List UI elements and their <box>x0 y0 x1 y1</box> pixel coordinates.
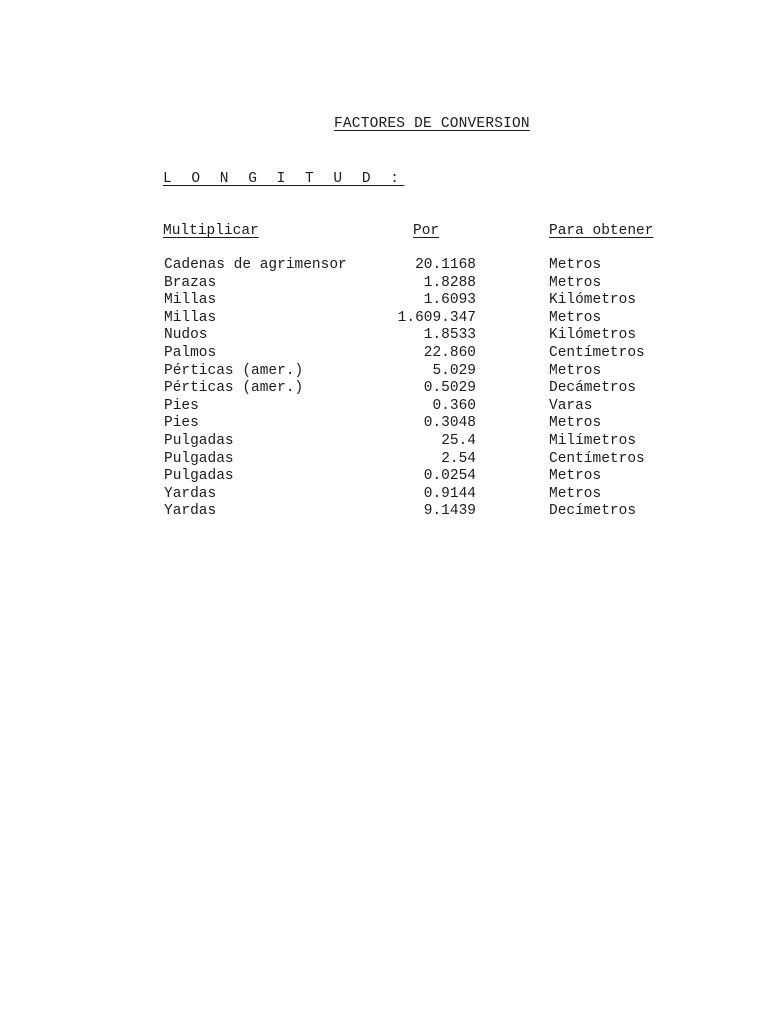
unit-cell: Pies <box>164 397 199 414</box>
factor-cell: 0.5029 <box>423 380 476 397</box>
unit-cell: Brazas <box>164 274 217 291</box>
result-cell: Metros <box>549 485 602 502</box>
unit-cell: Cadenas de agrimensor <box>164 257 347 273</box>
factor-cell: 25.4 <box>441 432 476 449</box>
section-heading: L O N G I T U D : <box>163 171 405 187</box>
table-row <box>0 380 768 398</box>
table-row <box>0 275 768 293</box>
result-cell: Kilómetros <box>549 292 637 309</box>
result-cell: Metros <box>549 362 602 379</box>
table-row <box>0 503 768 521</box>
document-title: FACTORES DE CONVERSION <box>334 116 530 132</box>
unit-cell: Yardas <box>164 503 217 520</box>
result-cell: Metros <box>549 257 602 273</box>
factor-cell: 5.029 <box>432 362 476 379</box>
factor-cell: 9.1439 <box>423 503 476 520</box>
factor-cell: 0.9144 <box>423 485 476 502</box>
result-cell: Metros <box>549 468 602 485</box>
column-header-by: Por <box>413 223 440 239</box>
factor-cell: 1.6093 <box>423 292 476 309</box>
table-row <box>0 363 768 381</box>
table-row <box>0 486 768 504</box>
result-cell: Decímetros <box>549 503 637 520</box>
unit-cell: Pulgadas <box>164 450 234 467</box>
factor-cell: 0.3048 <box>423 415 476 432</box>
result-cell: Decámetros <box>549 380 637 397</box>
result-cell: Varas <box>549 397 593 414</box>
table-row <box>0 398 768 416</box>
unit-cell: Pulgadas <box>164 468 234 485</box>
result-cell: Metros <box>549 274 602 291</box>
unit-cell: Millas <box>164 292 217 309</box>
result-cell: Metros <box>549 309 602 326</box>
table-row <box>0 327 768 345</box>
column-header-multiply: Multiplicar <box>163 223 259 239</box>
factor-cell: 20.1168 <box>415 257 476 273</box>
unit-cell: Pérticas (amer.) <box>164 362 304 379</box>
unit-cell: Palmos <box>164 344 217 361</box>
factor-cell: 0.0254 <box>423 468 476 485</box>
table-row <box>0 451 768 469</box>
unit-cell: Millas <box>164 309 217 326</box>
table-row <box>0 345 768 363</box>
table-row <box>0 433 768 451</box>
unit-cell: Pulgadas <box>164 432 234 449</box>
factor-cell: 1.8533 <box>423 327 476 344</box>
result-cell: Centímetros <box>549 344 645 361</box>
unit-cell: Pies <box>164 415 199 432</box>
table-row <box>0 415 768 433</box>
table-row <box>0 468 768 486</box>
unit-cell: Pérticas (amer.) <box>164 380 304 397</box>
result-cell: Centímetros <box>549 450 645 467</box>
column-header-to-obtain: Para obtener <box>549 223 654 239</box>
factor-cell: 1.8288 <box>423 274 476 291</box>
unit-cell: Yardas <box>164 485 217 502</box>
result-cell: Kilómetros <box>549 327 637 344</box>
factor-cell: 2.54 <box>441 450 476 467</box>
table-row <box>0 257 768 275</box>
factor-cell: 1.609.347 <box>397 309 476 326</box>
result-cell: Metros <box>549 415 602 432</box>
conversion-table <box>0 257 768 521</box>
result-cell: Milímetros <box>549 432 637 449</box>
factor-cell: 22.860 <box>423 344 476 361</box>
unit-cell: Nudos <box>164 327 208 344</box>
table-row <box>0 292 768 310</box>
factor-cell: 0.360 <box>432 397 476 414</box>
table-row <box>0 310 768 328</box>
